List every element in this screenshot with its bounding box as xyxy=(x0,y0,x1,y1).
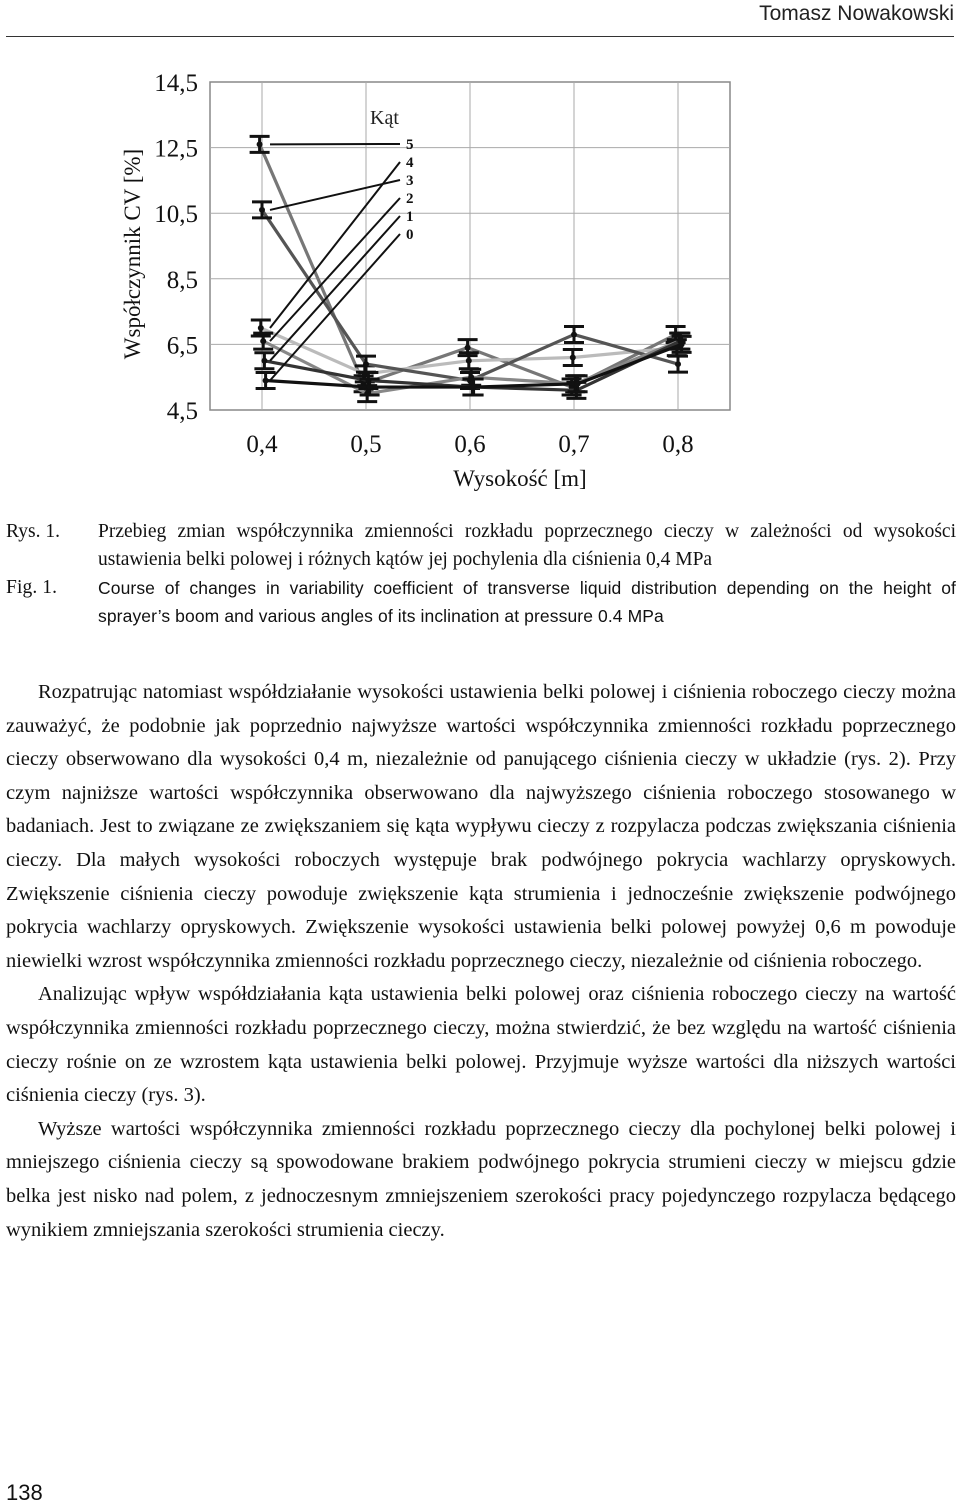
data-point-0 xyxy=(367,384,373,390)
header-rule xyxy=(6,36,954,37)
legend-title: Kąt xyxy=(370,107,399,129)
y-tick-label: 14,5 xyxy=(154,70,198,97)
body-text xyxy=(6,676,956,1247)
legend-label-3: 3 xyxy=(406,173,414,189)
data-point-0 xyxy=(471,384,477,390)
legend-label-1: 1 xyxy=(406,209,414,225)
caption-en-label: Fig. 1. xyxy=(6,574,98,630)
x-tick-label: 0,5 xyxy=(350,431,381,458)
y-tick-label: 6,5 xyxy=(167,332,198,359)
x-tick-label: 0,7 xyxy=(558,431,589,458)
y-tick-label: 8,5 xyxy=(167,267,198,294)
data-point-5 xyxy=(465,345,471,351)
y-tick-label: 10,5 xyxy=(154,201,198,228)
paragraph-2: Analizując wpływ współdziałania kąta ustawienia belki polowej oraz ciśnienia roboczego cieczy na wartość współczynnika zmienności rozkładu poprzecznego cieczy, można stwierdzić, że bez względu na wartość ciśnienia cieczy rośnie on ze wzrostem kąta ustawienia belki polowej. Przyjmuje wyższe wartości dla niższych wartości ciśnienia cieczy (rys. 3). xyxy=(6,978,956,1112)
data-point-1 xyxy=(261,358,267,364)
data-point-4 xyxy=(570,355,576,361)
paragraph-1: Rozpatrując natomiast współdziałanie wysokości ustawienia belki polowej i ciśnienia roboczego cieczy można zauważyć, że podobnie jak poprzednio najwyższe wartości współczynnika zmienności rozkładu poprzecznego cieczy obserwowano dla wysokości 0,4 m, niezależnie od panującego ciśnienia cieczy w układzie (rys. 2). Przy czym najniższe wartości współczynnika obserwowano dla najwyższego ciśnienia roboczego stosowanego w badaniach. Jest to związane ze zwiększaniem się kąta wypływu cieczy z rozpylacza podczas zwiększania ciśnienia cieczy. Dla małych wysokości roboczych występuje brak podwójnego pokrycia wachlarzy opryskowych. Zwiększenie ciśnienia cieczy powoduje zwiększenie kąta strumienia i jednocześnie zwiększenie podwójnego pokrycia wachlarzy opryskowych. Zwiększenie wysokości ustawienia belki polowej powyżej 0,6 m powoduje niewielki wzrost współczynnika zmienności rozkładu poprzecznego cieczy, niezależnie od ciśnienia roboczego. xyxy=(6,676,956,978)
y-tick-label: 12,5 xyxy=(154,136,198,163)
caption-pl-label: Rys. 1. xyxy=(6,518,98,574)
x-tick-label: 0,4 xyxy=(246,431,278,458)
legend-label-0: 0 xyxy=(406,227,414,243)
data-point-3 xyxy=(259,207,265,213)
x-axis-label: Wysokość [m] xyxy=(453,466,586,491)
caption-pl xyxy=(6,518,956,574)
data-point-5 xyxy=(257,141,263,147)
figure-captions xyxy=(6,518,956,630)
caption-en-text: Course of changes in variability coefficient of transverse liquid distribution depending on the height of sprayer’s boom and various angles of its inclination at pressure 0.4 MPa xyxy=(98,574,956,630)
caption-en xyxy=(6,574,956,630)
figure-chart xyxy=(100,60,800,500)
data-point-4 xyxy=(466,358,472,364)
legend-label-5: 5 xyxy=(406,137,414,153)
page-number: 138 xyxy=(6,1480,43,1506)
data-point-0 xyxy=(263,377,269,383)
y-tick-label: 4,5 xyxy=(167,398,198,425)
data-point-4 xyxy=(258,325,264,331)
y-axis-label: Współczynnik CV [%] xyxy=(120,149,145,359)
data-point-3 xyxy=(571,332,577,338)
legend-label-2: 2 xyxy=(406,191,414,207)
data-point-3 xyxy=(675,361,681,367)
paragraph-3: Wyższe wartości współczynnika zmienności rozkładu poprzecznego cieczy dla pochylonej belki polowej i mniejszego ciśnienia cieczy są spowodowane brakiem podwójnego pokrycia strumieni cieczy w miejscu gdzie belka jest nisko nad polem, z jednoczesnym zmniejszeniem szerokości pracy pojedynczego rozpylacza będącego wynikiem zmniejszania szerokości strumienia cieczy. xyxy=(6,1113,956,1247)
legend-label-4: 4 xyxy=(406,155,414,171)
data-point-3 xyxy=(363,361,369,367)
data-point-0 xyxy=(575,381,581,387)
x-tick-label: 0,6 xyxy=(454,431,485,458)
data-point-0 xyxy=(679,341,685,347)
x-tick-label: 0,8 xyxy=(662,431,693,458)
caption-pl-text: Przebieg zmian współczynnika zmienności rozkładu poprzecznego cieczy w zależności od wysokości ustawienia belki polowej i różnych kątów jej pochylenia dla ciśnienia 0,4 MPa xyxy=(98,518,956,574)
data-point-2 xyxy=(260,338,266,344)
running-header-author: Tomasz Nowakowski xyxy=(759,0,954,28)
